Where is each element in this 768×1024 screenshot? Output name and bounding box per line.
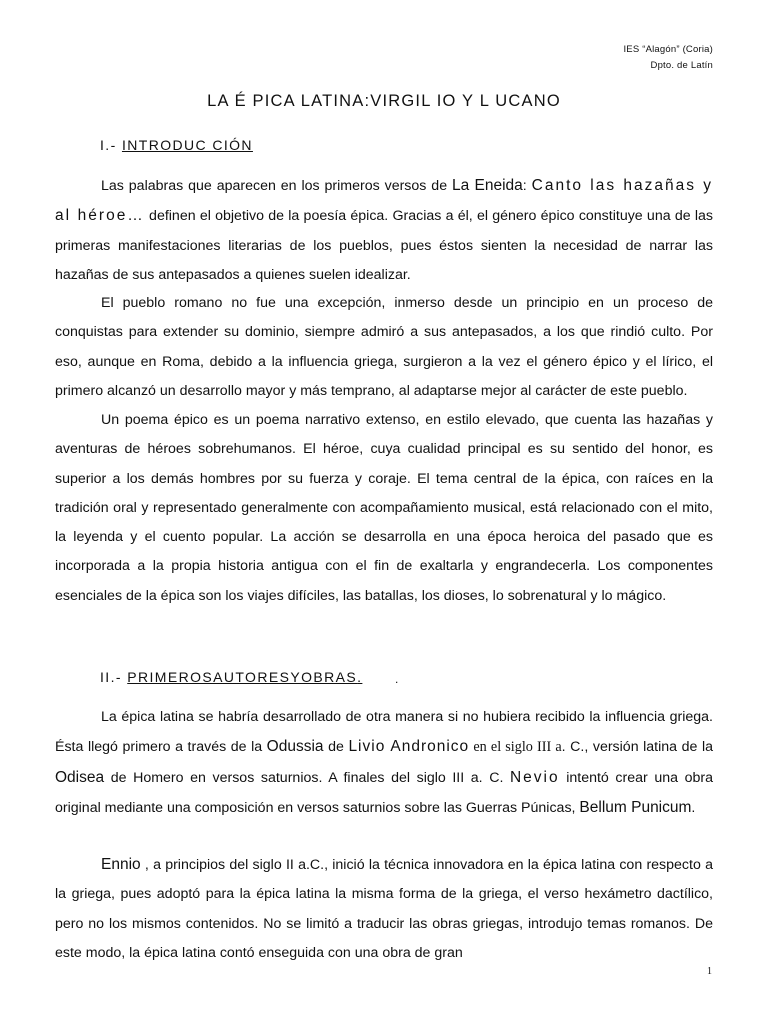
paragraph-text: Bellum Punicum (579, 798, 692, 816)
paragraph-text: . C., versión latina de la (561, 739, 713, 756)
paragraph-text: de (323, 739, 349, 756)
paragraph-text: intentó crear una obra original mediante una composición en versos saturnios sobre las Guerras Púnicas, (55, 769, 713, 816)
header-school: IES “Alagón” (Coria) (623, 44, 713, 55)
paragraph-text: de Homero en versos saturnios. A finales del siglo III a. C. (104, 769, 510, 786)
section-heading-primeros-autores (100, 669, 362, 685)
section-title: PRIMEROSAUTORESYOBRAS (127, 669, 358, 685)
section-title: INTRODUC CIÓN (121, 137, 253, 153)
paragraph-text: La Eneida (452, 177, 523, 194)
paragraph-text: , a principios del siglo II a.C., inició la técnica innovadora en la épica latina con respecto a la griega, pues adoptó para la épica latina la misma forma de la griega, el verso hexámetro dactílico, pero no los mismos contenidos. No se limitó a traducir las obras griegas, introdujo temas romanos. De este modo, la épica latina contó enseguida con una obra de gran (55, 857, 713, 961)
paragraph-text: El pueblo romano no fue una excepción, inmerso desde un principio en un proceso de conquistas para extender su dominio, siempre admiró a sus antepasados, a los que rindió culto. Por eso, aunque en Roma, debido a la influencia griega, surgieron a la vez el género épico y el lírico, el primero alcanzó un desarrollo mayor y más temprano, al adaptarse mejor al carácter de este pueblo. (55, 295, 713, 399)
paragraph (55, 850, 713, 968)
paragraph-text: Ennio (101, 856, 141, 873)
document-title: LA É PICA LATINA:VIRGIL IO Y L UCANO (207, 92, 561, 110)
section-heading-introduction (100, 137, 253, 153)
paragraph (55, 703, 713, 823)
page-header (623, 42, 713, 74)
header-department: Dpto. de Latín (650, 60, 713, 71)
paragraph-text: Odussia (266, 738, 324, 756)
paragraph (55, 289, 713, 406)
paragraph-text: definen el objetivo de la poesía épica. Gracias a él, el género épico constituye una de las primeras manifestaciones literarias de los pueblos, pues éstos sienten la necesidad de narrar las hazañas de sus antepasados a quienes suelen idealizar. (55, 208, 713, 283)
paragraph-text: Las palabras que aparecen en los primeros versos de (101, 178, 452, 194)
section-number: I.- (100, 137, 117, 153)
paragraph-text: Livio Andronico (348, 738, 470, 756)
paragraph-text: Nevio (509, 768, 560, 786)
paragraph-text: en el siglo III a (469, 739, 562, 756)
section-title-trailing: . (357, 669, 363, 685)
paragraph-text: Canto las hazañas y al héroe… (55, 177, 713, 225)
paragraph (55, 406, 713, 611)
section-number: II.- (100, 669, 122, 685)
page-number: 1 (707, 966, 712, 977)
paragraph-text: : (522, 178, 532, 194)
paragraph-text: La épica latina se habría desarrollado de otra manera si no hubiera recibido la influencia griega. Ésta llegó primero a través de la (55, 709, 713, 756)
paragraph-text: Un poema épico es un poema narrativo extenso, en estilo elevado, que cuenta las hazañas y aventuras de héroes sobrehumanos. El héroe, cuya cualidad principal es su sentido del honor, es superior a los demás hombres por su fuerza y coraje. El tema central de la épica, con raíces en la tradición oral y representado generalmente con acompañamiento musical, está relacionado con el mito, la leyenda y el cuento popular. La acción se desarrolla en una época heroica del pasado que es incorporada a la propia historia antigua con el fin de exaltarla y engrandecerla. Los componentes esenciales de la épica son los viajes difíciles, las batallas, los dioses, lo sobrenatural y lo mágico. (55, 412, 713, 604)
paragraph (55, 171, 713, 290)
stray-mark: . (395, 672, 399, 686)
paragraph-text: Odisea (55, 768, 105, 786)
paragraph-text: . (691, 799, 696, 816)
